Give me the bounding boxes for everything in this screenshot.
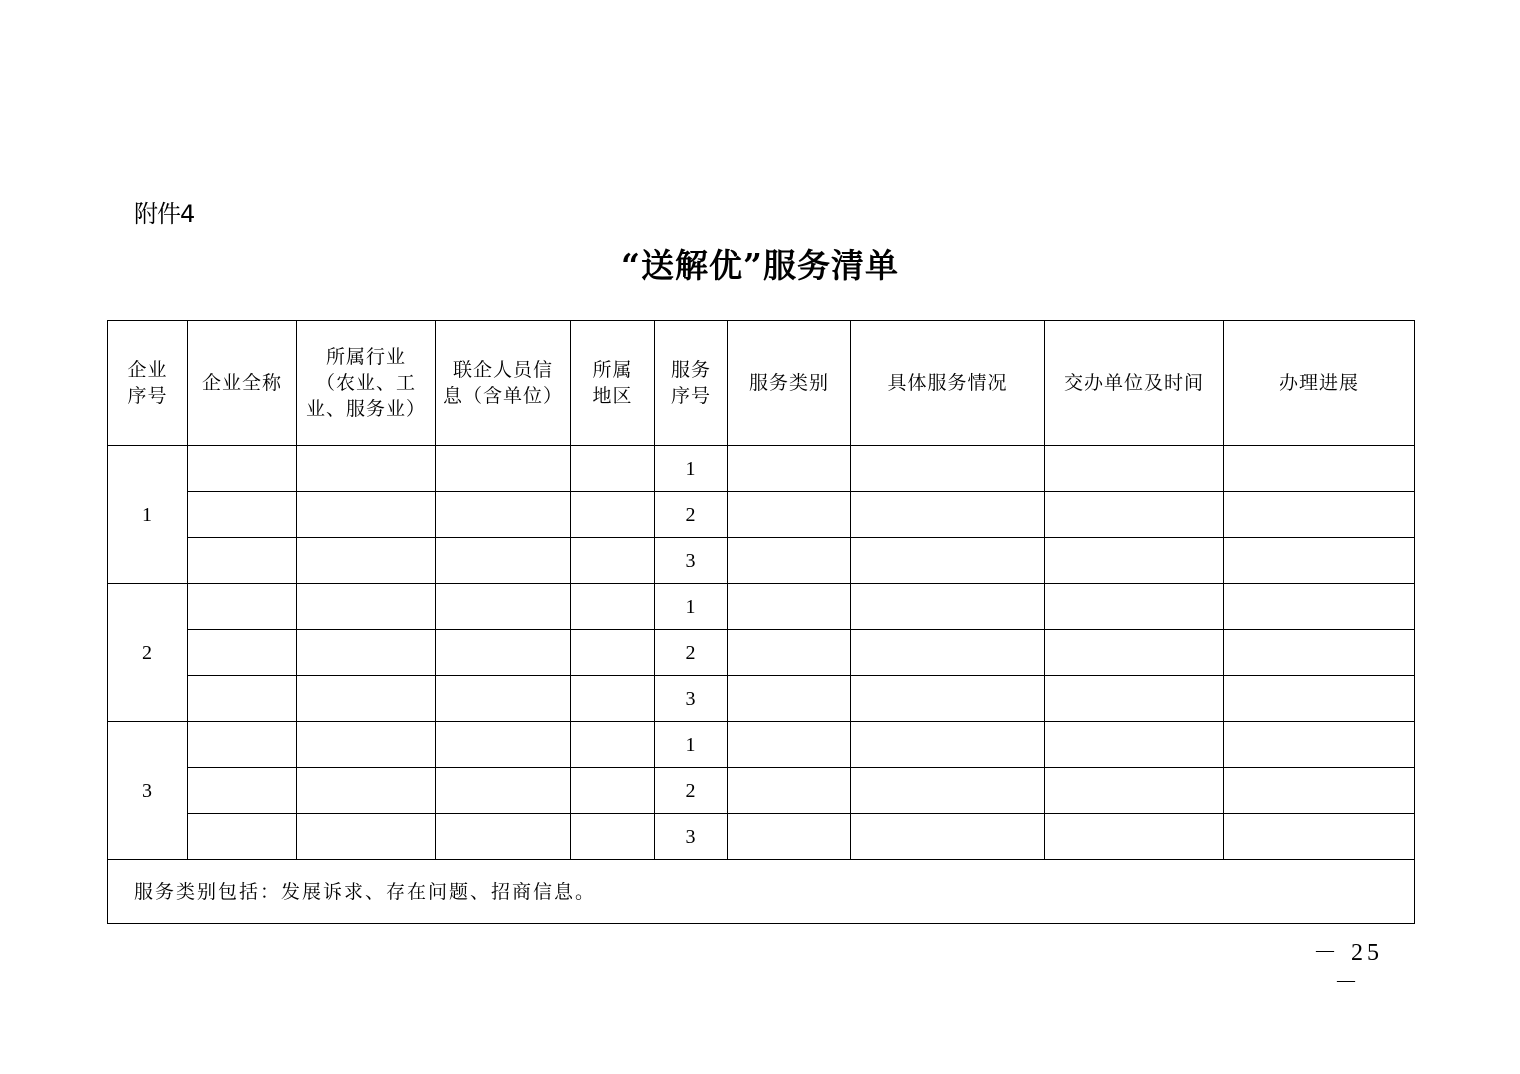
enterprise-name-cell[interactable] xyxy=(188,722,297,768)
enterprise-name-cell[interactable] xyxy=(188,768,297,814)
service-details-cell[interactable] xyxy=(851,538,1045,584)
service-category-cell[interactable] xyxy=(728,630,851,676)
contact-info-cell[interactable] xyxy=(436,584,571,630)
service-no-cell: 3 xyxy=(655,538,728,584)
header-enterprise-no: 企业 序号 xyxy=(108,321,188,446)
enterprise-name-cell[interactable] xyxy=(188,446,297,492)
contact-info-cell[interactable] xyxy=(436,814,571,860)
service-category-cell[interactable] xyxy=(728,584,851,630)
enterprise-no-cell: 1 xyxy=(108,446,188,584)
assigning-unit-time-cell[interactable] xyxy=(1045,768,1224,814)
table-row xyxy=(108,492,1415,538)
industry-cell[interactable] xyxy=(297,676,436,722)
header-industry: 所属行业 （农业、工 业、服务业） xyxy=(297,321,436,446)
service-details-cell[interactable] xyxy=(851,584,1045,630)
service-category-cell[interactable] xyxy=(728,722,851,768)
document-title: “送解优”服务清单 xyxy=(621,246,899,285)
service-no-cell: 2 xyxy=(655,492,728,538)
industry-cell[interactable] xyxy=(297,630,436,676)
assigning-unit-time-cell[interactable] xyxy=(1045,676,1224,722)
contact-info-cell[interactable] xyxy=(436,676,571,722)
service-category-cell[interactable] xyxy=(728,676,851,722)
header-progress: 办理进展 xyxy=(1224,321,1415,446)
service-no-cell: 2 xyxy=(655,768,728,814)
assigning-unit-time-cell[interactable] xyxy=(1045,492,1224,538)
contact-info-cell[interactable] xyxy=(436,446,571,492)
service-details-cell[interactable] xyxy=(851,492,1045,538)
table-row xyxy=(108,630,1415,676)
region-cell[interactable] xyxy=(571,768,655,814)
progress-cell[interactable] xyxy=(1224,446,1415,492)
progress-cell[interactable] xyxy=(1224,768,1415,814)
progress-cell[interactable] xyxy=(1224,492,1415,538)
region-cell[interactable] xyxy=(571,584,655,630)
enterprise-name-cell[interactable] xyxy=(188,630,297,676)
region-cell[interactable] xyxy=(571,676,655,722)
region-cell[interactable] xyxy=(571,722,655,768)
service-details-cell[interactable] xyxy=(851,722,1045,768)
service-category-cell[interactable] xyxy=(728,814,851,860)
progress-cell[interactable] xyxy=(1224,814,1415,860)
service-category-cell[interactable] xyxy=(728,492,851,538)
attachment-label: 附件4 xyxy=(134,200,195,228)
service-details-cell[interactable] xyxy=(851,814,1045,860)
enterprise-name-cell[interactable] xyxy=(188,584,297,630)
service-details-cell[interactable] xyxy=(851,768,1045,814)
progress-cell[interactable] xyxy=(1224,538,1415,584)
industry-cell[interactable] xyxy=(297,446,436,492)
region-cell[interactable] xyxy=(571,446,655,492)
enterprise-name-cell[interactable] xyxy=(188,538,297,584)
service-list-table xyxy=(107,320,1415,924)
industry-cell[interactable] xyxy=(297,584,436,630)
service-no-cell: 3 xyxy=(655,676,728,722)
header-enterprise-name: 企业全称 xyxy=(188,321,297,446)
region-cell[interactable] xyxy=(571,492,655,538)
industry-cell[interactable] xyxy=(297,538,436,584)
service-details-cell[interactable] xyxy=(851,676,1045,722)
assigning-unit-time-cell[interactable] xyxy=(1045,584,1224,630)
header-service-category: 服务类别 xyxy=(728,321,851,446)
progress-cell[interactable] xyxy=(1224,722,1415,768)
header-contact-info: 联企人员信 息（含单位） xyxy=(436,321,571,446)
assigning-unit-time-cell[interactable] xyxy=(1045,446,1224,492)
industry-cell[interactable] xyxy=(297,814,436,860)
table-row xyxy=(108,676,1415,722)
service-no-cell: 1 xyxy=(655,584,728,630)
service-no-cell: 3 xyxy=(655,814,728,860)
contact-info-cell[interactable] xyxy=(436,538,571,584)
table-row xyxy=(108,722,1415,768)
region-cell[interactable] xyxy=(571,630,655,676)
assigning-unit-time-cell[interactable] xyxy=(1045,814,1224,860)
enterprise-name-cell[interactable] xyxy=(188,676,297,722)
region-cell[interactable] xyxy=(571,538,655,584)
enterprise-name-cell[interactable] xyxy=(188,814,297,860)
contact-info-cell[interactable] xyxy=(436,722,571,768)
table-row xyxy=(108,584,1415,630)
service-category-note: 服务类别包括：发展诉求、存在问题、招商信息。 xyxy=(108,860,1415,924)
header-region: 所属 地区 xyxy=(571,321,655,446)
assigning-unit-time-cell[interactable] xyxy=(1045,722,1224,768)
header-service-details: 具体服务情况 xyxy=(851,321,1045,446)
header-service-no: 服务 序号 xyxy=(655,321,728,446)
note-row xyxy=(108,860,1415,924)
table-row xyxy=(108,814,1415,860)
table-row xyxy=(108,768,1415,814)
industry-cell[interactable] xyxy=(297,768,436,814)
assigning-unit-time-cell[interactable] xyxy=(1045,538,1224,584)
service-details-cell[interactable] xyxy=(851,630,1045,676)
table-row xyxy=(108,446,1415,492)
service-category-cell[interactable] xyxy=(728,768,851,814)
progress-cell[interactable] xyxy=(1224,584,1415,630)
service-details-cell[interactable] xyxy=(851,446,1045,492)
service-no-cell: 1 xyxy=(655,446,728,492)
header-assigning-unit-time: 交办单位及时间 xyxy=(1045,321,1224,446)
service-no-cell: 1 xyxy=(655,722,728,768)
table-row xyxy=(108,538,1415,584)
contact-info-cell[interactable] xyxy=(436,630,571,676)
page-number: － 25 － xyxy=(1313,940,1383,996)
service-category-cell[interactable] xyxy=(728,446,851,492)
service-category-cell[interactable] xyxy=(728,538,851,584)
progress-cell[interactable] xyxy=(1224,676,1415,722)
industry-cell[interactable] xyxy=(297,722,436,768)
region-cell[interactable] xyxy=(571,814,655,860)
service-no-cell: 2 xyxy=(655,630,728,676)
header-row xyxy=(108,321,1415,446)
assigning-unit-time-cell[interactable] xyxy=(1045,630,1224,676)
contact-info-cell[interactable] xyxy=(436,492,571,538)
enterprise-no-cell: 3 xyxy=(108,722,188,860)
industry-cell[interactable] xyxy=(297,492,436,538)
contact-info-cell[interactable] xyxy=(436,768,571,814)
enterprise-name-cell[interactable] xyxy=(188,492,297,538)
progress-cell[interactable] xyxy=(1224,630,1415,676)
enterprise-no-cell: 2 xyxy=(108,584,188,722)
